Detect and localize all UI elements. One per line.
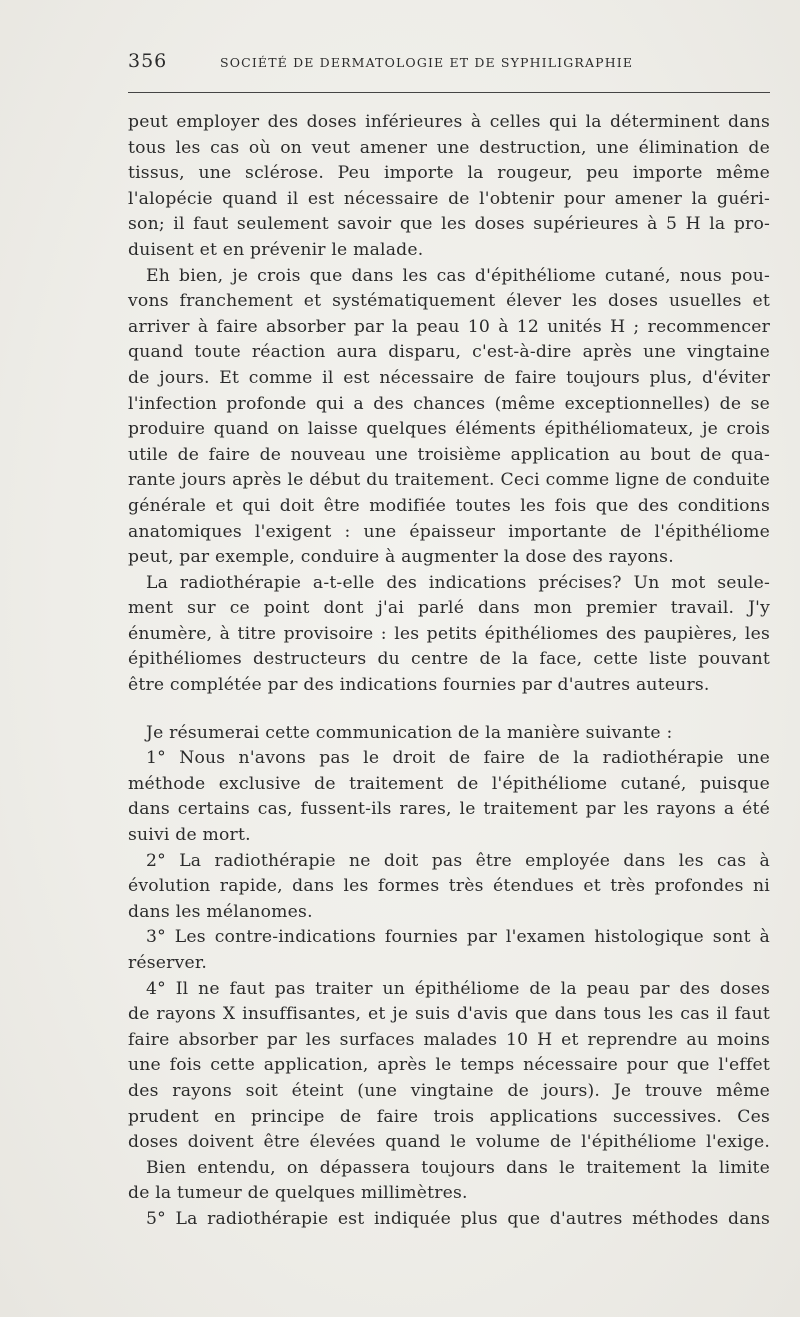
body-text — [128, 110, 770, 1233]
text-line: produire quand on laisse quelques éléments épithéliomateux, je crois — [128, 419, 770, 440]
text-line: évolution rapide, dans les formes très étendues et très profondes ni — [128, 876, 770, 897]
text-line: 2° La radiothérapie ne doit pas être employée dans les cas à — [146, 850, 770, 871]
text-line: l'alopécie quand il est nécessaire de l'obtenir pour amener la guéri- — [128, 188, 770, 209]
text-line: des rayons soit éteint (une vingtaine de jours). Je trouve même — [128, 1080, 770, 1101]
text-line: 3° Les contre-indications fournies par l'examen histologique sont à — [146, 927, 770, 948]
text-line: dans les mélanomes. — [128, 901, 313, 922]
text-line: 4° Il ne faut pas traiter un épithéliome de la peau par des doses — [146, 978, 770, 999]
text-line: anatomiques l'exigent : une épaisseur importante de l'épithéliome — [128, 521, 770, 542]
text-line: doses doivent être élevées quand le volume de l'épithéliome l'exige. — [128, 1132, 770, 1153]
text-line: rante jours après le début du traitement. Ceci comme ligne de conduite — [128, 470, 770, 491]
text-line: suivi de mort. — [128, 825, 251, 846]
text-line: de la tumeur de quelques millimètres. — [128, 1183, 468, 1204]
text-line: quand toute réaction aura disparu, c'est-à-dire après une vingtaine — [128, 342, 770, 363]
text-line: faire absorber par les surfaces malades 10 H et reprendre au moins — [128, 1029, 770, 1050]
text-line: méthode exclusive de traitement de l'épithéliome cutané, puisque — [128, 773, 770, 794]
text-line: énumère, à titre provisoire : les petits épithéliomes des paupières, les — [128, 623, 770, 644]
text-line: utile de faire de nouveau une troisième application au bout de qua- — [128, 444, 770, 465]
text-line: générale et qui doit être modifiée toutes les fois que des conditions — [128, 495, 770, 516]
text-line: épithéliomes destructeurs du centre de la face, cette liste pouvant — [128, 649, 770, 670]
text-line: prudent en principe de faire trois applications successives. Ces — [128, 1106, 770, 1127]
text-line: vons franchement et systématiquement élever les doses usuelles et — [128, 291, 770, 312]
text-line: de jours. Et comme il est nécessaire de faire toujours plus, d'éviter — [128, 367, 770, 388]
text-line: arriver à faire absorber par la peau 10 à 12 unités H ; recommencer — [128, 316, 770, 337]
text-line: son; il faut seulement savoir que les doses supérieures à 5 H la pro- — [128, 214, 770, 235]
text-line: Eh bien, je crois que dans les cas d'épithéliome cutané, nous pou- — [146, 265, 770, 286]
text-line: 5° La radiothérapie est indiquée plus que d'autres méthodes dans — [146, 1208, 770, 1229]
text-line: 1° Nous n'avons pas le droit de faire de la radiothérapie une — [146, 748, 770, 769]
text-line: Bien entendu, on dépassera toujours dans le traitement la limite — [146, 1157, 770, 1178]
text-line: de rayons X insuffisantes, et je suis d'avis que dans tous les cas il faut — [128, 1004, 770, 1025]
text-line: être complétée par des indications fournies par d'autres auteurs. — [128, 675, 710, 696]
text-line: tous les cas où on veut amener une destruction, une élimination de — [128, 137, 770, 158]
paragraph-gap — [128, 699, 770, 721]
text-line: l'infection profonde qui a des chances (même exceptionnelles) de se — [128, 393, 770, 414]
text-line: dans certains cas, fussent-ils rares, le traitement par les rayons a été — [128, 799, 770, 820]
text-line: Je résumerai cette communication de la manière suivante : — [146, 722, 673, 743]
text-line: tissus, une sclérose. Peu importe la rougeur, peu importe même — [128, 163, 770, 184]
header-rule — [128, 92, 770, 93]
text-line: réserver. — [128, 953, 208, 973]
text-line: La radiothérapie a-t-elle des indications précises? Un mot seule- — [146, 572, 770, 593]
text-line: duisent et en prévenir le malade. — [128, 239, 424, 260]
running-title: SOCIÉTÉ DE DERMATOLOGIE ET DE SYPHILIGRAPHIE — [220, 55, 634, 70]
page-header — [128, 50, 770, 80]
text-line: ment sur ce point dont j'ai parlé dans mon premier travail. J'y — [128, 598, 770, 619]
text-line: peut employer des doses inférieures à celles qui la déterminent dans — [128, 112, 770, 132]
text-line: une fois cette application, après le temps nécessaire pour que l'effet — [128, 1055, 770, 1076]
text-line: peut, par exemple, conduire à augmenter la dose des rayons. — [128, 547, 674, 568]
page-number: 356 — [128, 50, 168, 72]
